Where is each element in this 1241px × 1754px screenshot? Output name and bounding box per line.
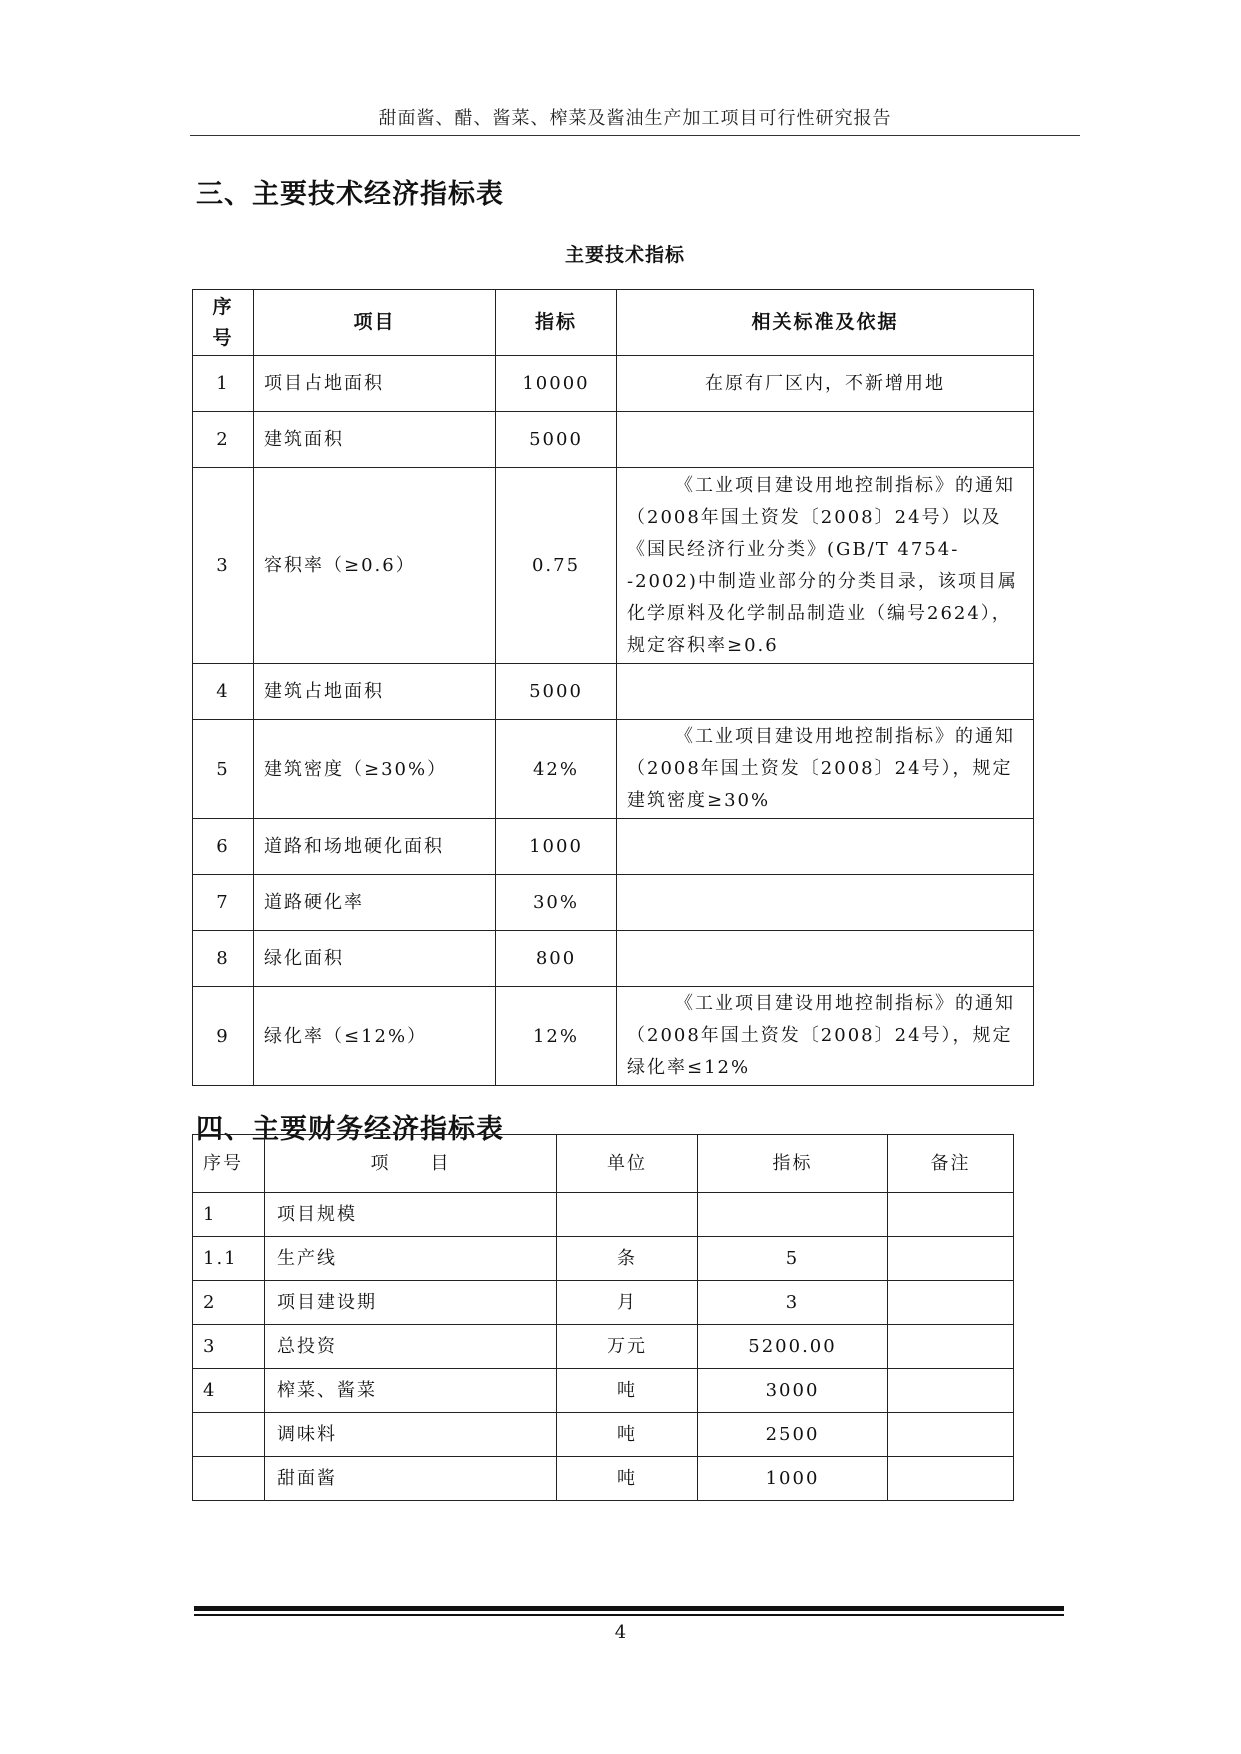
row-number bbox=[193, 1457, 265, 1501]
row-item: 调味料 bbox=[265, 1413, 557, 1457]
row-basis bbox=[617, 664, 1034, 720]
row-value-text: 10000 bbox=[522, 373, 590, 394]
row-number-text: 5 bbox=[216, 758, 230, 780]
row-number bbox=[193, 987, 254, 1086]
row-basis bbox=[617, 468, 1034, 664]
footer-rule-thin bbox=[194, 1614, 1064, 1616]
row-number bbox=[193, 931, 254, 987]
row-value: 3 bbox=[698, 1281, 888, 1325]
row-basis-text: 《工业项目建设用地控制指标》的通知（2008年国土资发〔2008〕24号），规定建筑密度≥30% bbox=[627, 726, 1015, 811]
row-item bbox=[254, 931, 496, 987]
row-item-text: 绿化率（≤12%） bbox=[264, 1025, 428, 1047]
row-value bbox=[496, 412, 617, 468]
row-item: 生产线 bbox=[265, 1237, 557, 1281]
row-unit: 吨 bbox=[557, 1369, 698, 1413]
row-value bbox=[698, 1193, 888, 1237]
row-number bbox=[193, 468, 254, 664]
table2-row bbox=[193, 1413, 1014, 1457]
row-unit: 吨 bbox=[557, 1413, 698, 1457]
row-number-text: 9 bbox=[216, 1025, 230, 1047]
header-rule bbox=[190, 135, 1080, 136]
row-item bbox=[254, 356, 496, 412]
row-value bbox=[496, 931, 617, 987]
row-item: 项目建设期 bbox=[265, 1281, 557, 1325]
row-number-text: 7 bbox=[216, 892, 230, 913]
row-item bbox=[254, 987, 496, 1086]
table2-row bbox=[193, 1457, 1014, 1501]
row-value bbox=[496, 819, 617, 875]
table2-row bbox=[193, 1237, 1014, 1281]
row-basis bbox=[617, 412, 1034, 468]
row-item: 甜面酱 bbox=[265, 1457, 557, 1501]
row-number bbox=[193, 412, 254, 468]
table1-row bbox=[193, 720, 1034, 819]
section4-title: 四、主要财务经济指标表 bbox=[196, 1114, 504, 1145]
row-value: 5200.00 bbox=[698, 1325, 888, 1369]
row-value-text: 800 bbox=[535, 948, 577, 969]
page-number: 4 bbox=[614, 1622, 627, 1643]
row-note bbox=[888, 1369, 1014, 1413]
row-item bbox=[254, 819, 496, 875]
row-item-text: 建筑面积 bbox=[264, 429, 344, 450]
table1-header-item: 项目 bbox=[254, 290, 496, 356]
row-note bbox=[888, 1193, 1014, 1237]
row-value bbox=[496, 664, 617, 720]
row-value: 5 bbox=[698, 1237, 888, 1281]
table1-row bbox=[193, 987, 1034, 1086]
row-note bbox=[888, 1237, 1014, 1281]
table2-row bbox=[193, 1325, 1014, 1369]
table1-row bbox=[193, 819, 1034, 875]
table2-header-no: 序号 bbox=[193, 1135, 265, 1193]
row-item-text: 建筑占地面积 bbox=[264, 681, 384, 702]
row-number bbox=[193, 356, 254, 412]
row-note bbox=[888, 1281, 1014, 1325]
row-basis-text: 《工业项目建设用地控制指标》的通知（2008年国土资发〔2008〕24号），规定绿化率≤12% bbox=[627, 993, 1015, 1078]
header-no-part2: 号 bbox=[212, 326, 234, 349]
row-note bbox=[888, 1325, 1014, 1369]
finance-indicator-table bbox=[192, 1134, 1014, 1501]
row-number-text: 6 bbox=[216, 836, 230, 857]
tech-indicator-table bbox=[192, 289, 1034, 1086]
row-value: 2500 bbox=[698, 1413, 888, 1457]
row-number: 2 bbox=[193, 1281, 265, 1325]
table2-row bbox=[193, 1369, 1014, 1413]
row-number bbox=[193, 664, 254, 720]
row-value: 3000 bbox=[698, 1369, 888, 1413]
row-value-text: 30% bbox=[532, 892, 579, 913]
row-number-text: 1 bbox=[216, 373, 230, 394]
row-unit: 月 bbox=[557, 1281, 698, 1325]
row-item: 榨菜、酱菜 bbox=[265, 1369, 557, 1413]
row-number bbox=[193, 819, 254, 875]
row-item-text: 项目占地面积 bbox=[264, 373, 384, 394]
row-number: 3 bbox=[193, 1325, 265, 1369]
row-item bbox=[254, 412, 496, 468]
row-value bbox=[496, 987, 617, 1086]
row-basis bbox=[617, 875, 1034, 931]
row-number-text: 2 bbox=[216, 429, 230, 450]
row-basis bbox=[617, 720, 1034, 819]
row-number-text: 3 bbox=[216, 555, 230, 576]
table2-header-item: 项 目 bbox=[265, 1135, 557, 1193]
table2-header-value: 指标 bbox=[698, 1135, 888, 1193]
row-item bbox=[254, 468, 496, 664]
row-number: 1 bbox=[193, 1193, 265, 1237]
row-value bbox=[496, 875, 617, 931]
row-value bbox=[496, 468, 617, 664]
row-item-text: 绿化面积 bbox=[264, 948, 344, 969]
row-basis bbox=[617, 356, 1034, 412]
row-item: 总投资 bbox=[265, 1325, 557, 1369]
row-value-text: 5000 bbox=[529, 429, 583, 450]
row-item bbox=[254, 720, 496, 819]
row-number bbox=[193, 875, 254, 931]
row-value: 1000 bbox=[698, 1457, 888, 1501]
table2-header-note: 备注 bbox=[888, 1135, 1014, 1193]
row-unit: 万元 bbox=[557, 1325, 698, 1369]
row-number: 1.1 bbox=[193, 1237, 265, 1281]
row-number: 4 bbox=[193, 1369, 265, 1413]
row-note bbox=[888, 1413, 1014, 1457]
table1-row bbox=[193, 468, 1034, 664]
running-header: 甜面酱、醋、酱菜、榨菜及酱油生产加工项目可行性研究报告 bbox=[378, 108, 892, 129]
header-no-part1: 序 bbox=[212, 295, 234, 318]
table1-row bbox=[193, 412, 1034, 468]
row-number bbox=[193, 1413, 265, 1457]
row-basis bbox=[617, 987, 1034, 1086]
row-value bbox=[496, 720, 617, 819]
section3-title: 三、主要技术经济指标表 bbox=[196, 179, 504, 210]
row-number-text: 4 bbox=[216, 681, 230, 702]
row-value-text: 1000 bbox=[529, 836, 583, 857]
row-item: 项目规模 bbox=[265, 1193, 557, 1237]
row-value bbox=[496, 356, 617, 412]
row-unit: 吨 bbox=[557, 1457, 698, 1501]
row-item-text: 道路硬化率 bbox=[264, 892, 364, 913]
row-note bbox=[888, 1457, 1014, 1501]
row-basis-text: 《工业项目建设用地控制指标》的通知（2008年国土资发〔2008〕24号）以及《国民经济行业分类》(GB/T 4754--2002)中制造业部分的分类目录，该项目属化学原料及化学制品制造业（编号2624），规定容积率≥0.6 bbox=[627, 474, 1018, 656]
table2-header-unit: 单位 bbox=[557, 1135, 698, 1193]
row-item-text: 容积率（≥0.6） bbox=[264, 555, 416, 576]
row-basis bbox=[617, 931, 1034, 987]
row-item-text: 道路和场地硬化面积 bbox=[264, 836, 444, 857]
row-number-text: 8 bbox=[216, 948, 230, 969]
table1-caption: 主要技术指标 bbox=[564, 244, 685, 266]
row-value-text: 0.75 bbox=[531, 555, 581, 576]
row-value-text: 12% bbox=[532, 1025, 579, 1047]
table1-row bbox=[193, 931, 1034, 987]
row-item bbox=[254, 664, 496, 720]
footer-rule-thick bbox=[194, 1606, 1064, 1611]
row-basis bbox=[617, 819, 1034, 875]
table1-row bbox=[193, 664, 1034, 720]
row-item bbox=[254, 875, 496, 931]
row-unit: 条 bbox=[557, 1237, 698, 1281]
table2-row bbox=[193, 1281, 1014, 1325]
row-basis-text: 在原有厂区内，不新增用地 bbox=[705, 373, 945, 394]
table1-header-basis: 相关标准及依据 bbox=[617, 290, 1034, 356]
row-item-text: 建筑密度（≥30%） bbox=[264, 758, 448, 780]
table2-row bbox=[193, 1193, 1014, 1237]
table1-row bbox=[193, 875, 1034, 931]
table1-row bbox=[193, 356, 1034, 412]
row-value-text: 5000 bbox=[529, 681, 583, 702]
table1-header-value: 指标 bbox=[496, 290, 617, 356]
table1-header-row bbox=[193, 290, 1034, 356]
row-number bbox=[193, 720, 254, 819]
row-unit bbox=[557, 1193, 698, 1237]
table2-header-row bbox=[193, 1135, 1014, 1193]
table1-header-no bbox=[193, 290, 254, 356]
row-value-text: 42% bbox=[532, 758, 579, 780]
